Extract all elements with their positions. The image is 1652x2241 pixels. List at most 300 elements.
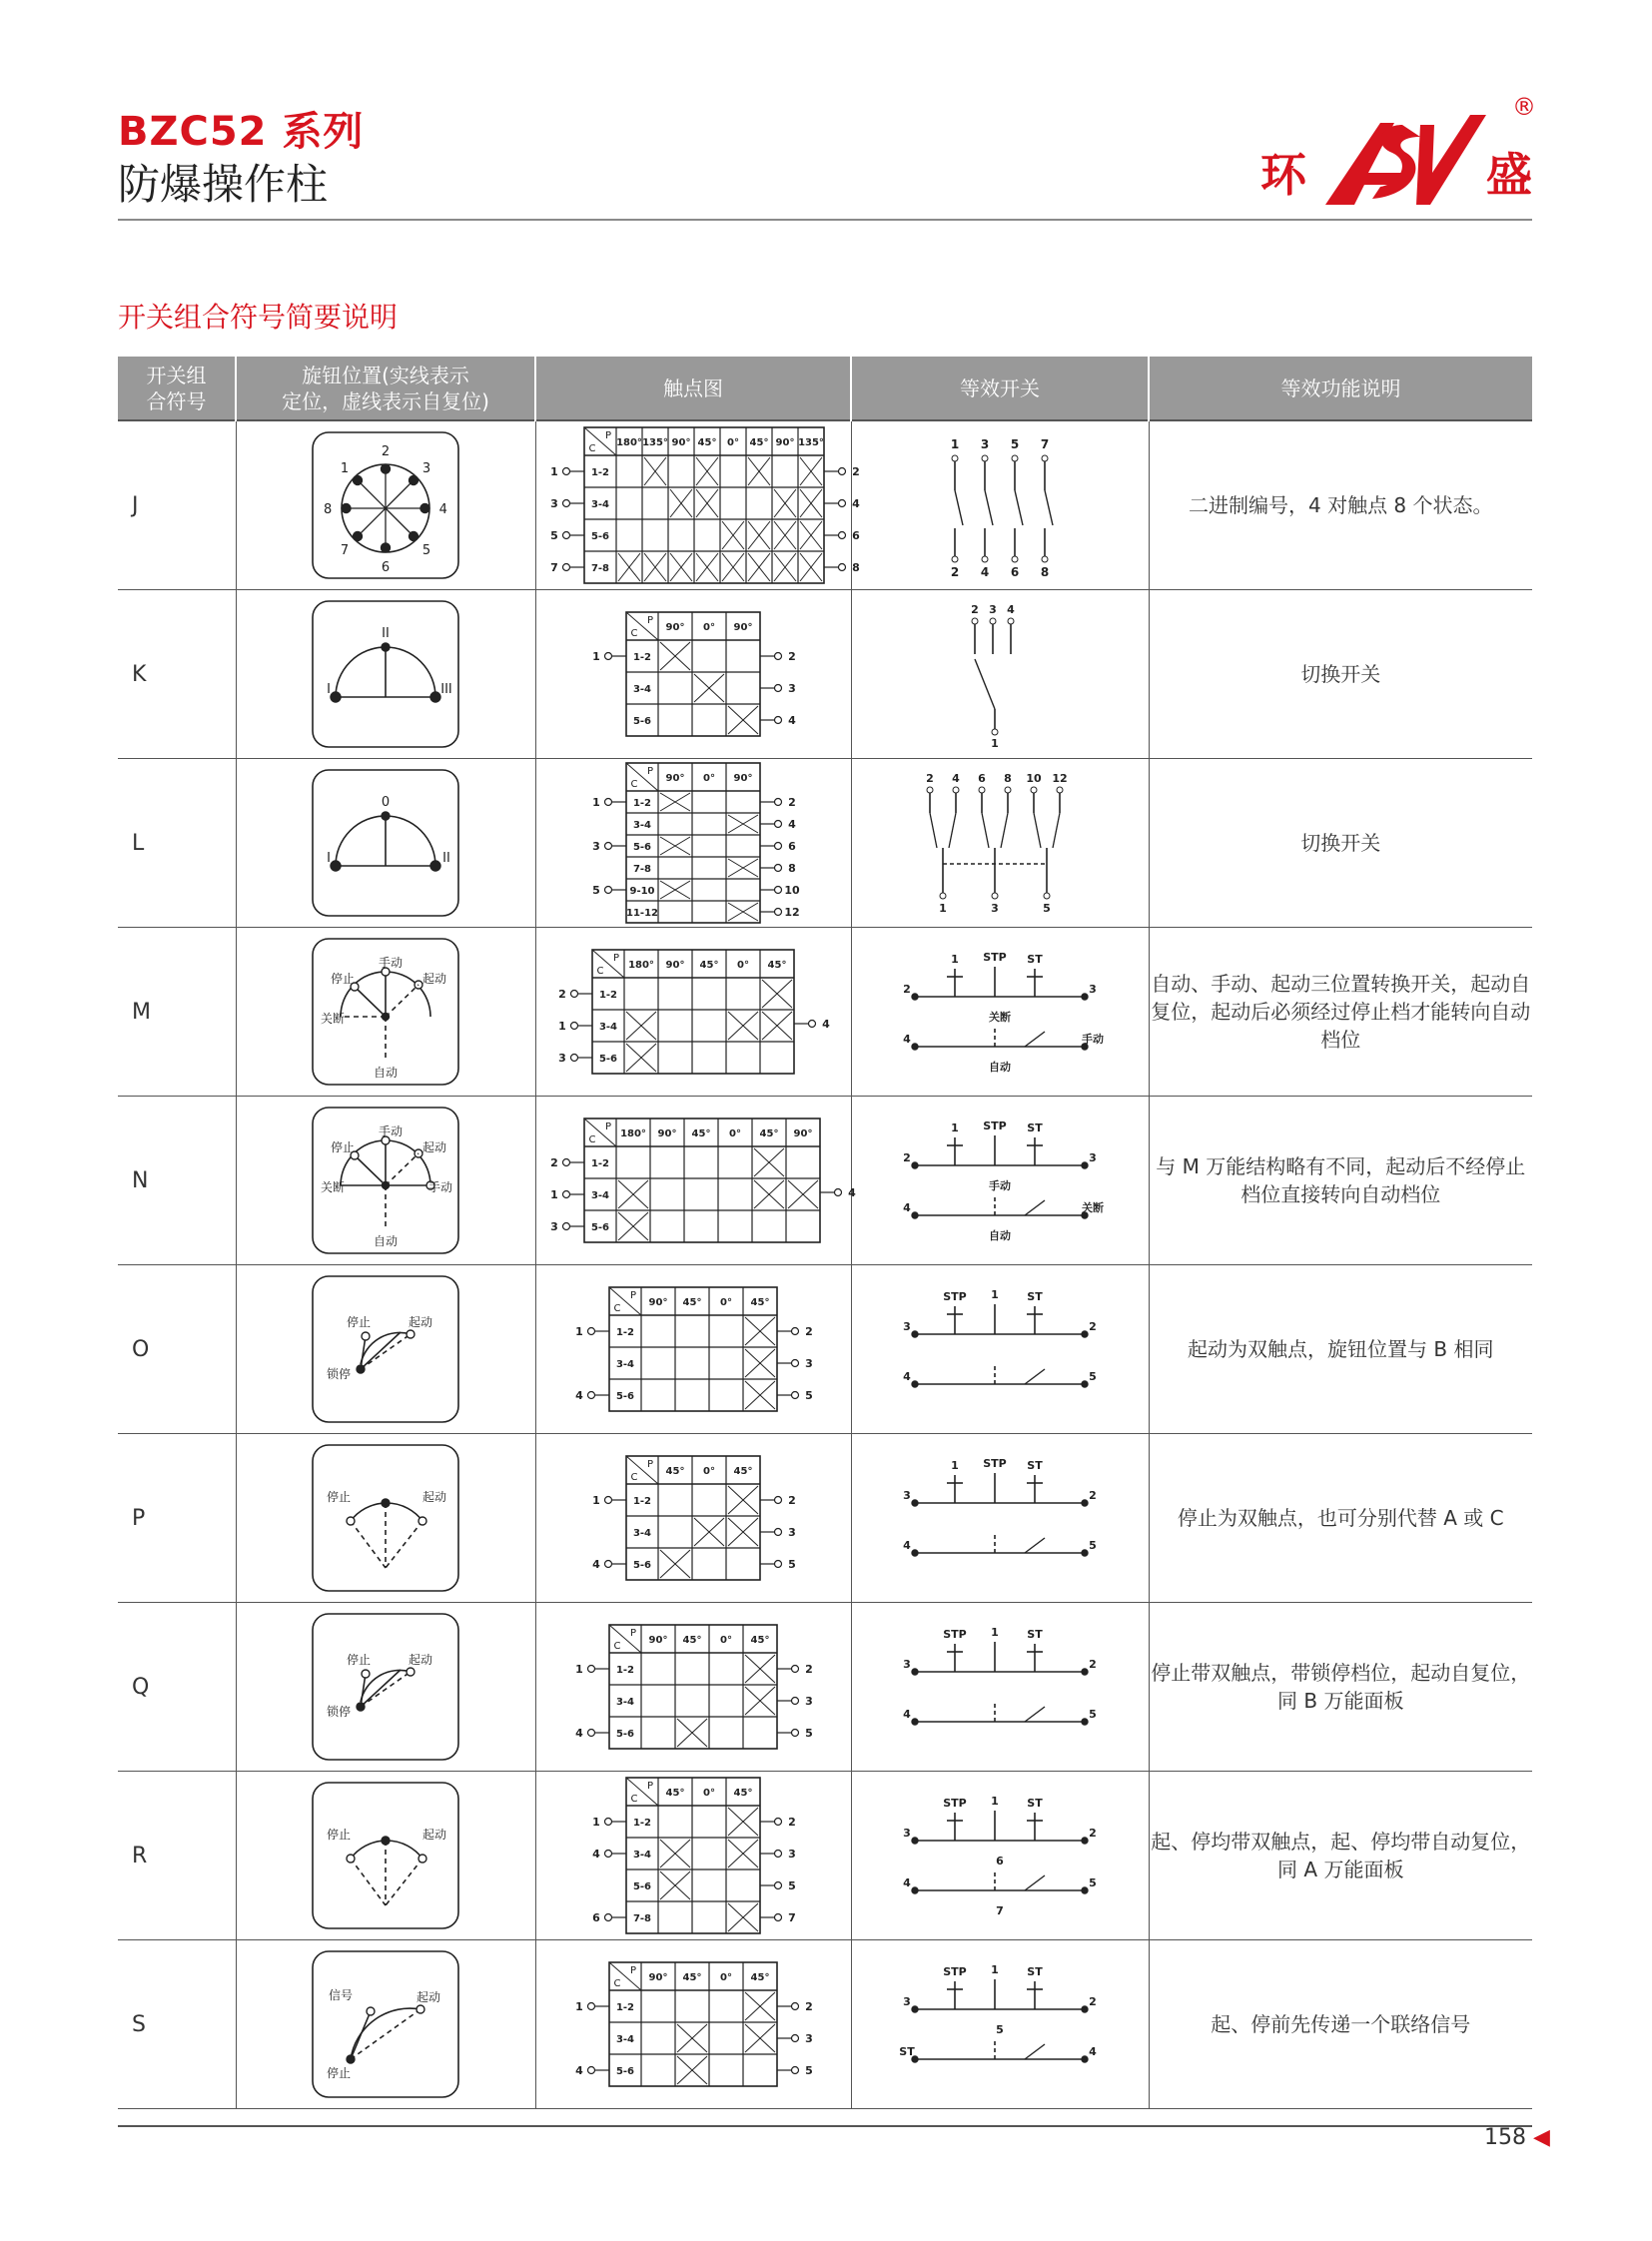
equiv-terminal-bottom: 2 <box>950 565 960 579</box>
table-row <box>118 928 1532 1097</box>
contact-angle-label: 45° <box>733 1788 753 1799</box>
contact-diagram-cell <box>535 1097 856 1265</box>
equiv-label-7: 关断 <box>1082 1201 1104 1214</box>
equiv-label-5: 2 <box>1089 1489 1097 1502</box>
contact-terminal-right: 7 <box>788 1911 796 1924</box>
function-description: 起、停前先传递一个联络信号 <box>1149 1940 1532 2109</box>
knob-diagram <box>311 1274 460 1424</box>
contact-terminal-left: 2 <box>549 1156 558 1169</box>
contact-terminal-right: 5 <box>788 1558 796 1571</box>
knob-label-start: 起动 <box>421 1490 447 1504</box>
equiv-terminal-top: 12 <box>1052 772 1068 785</box>
contact-terminal-right: 4 <box>788 818 796 831</box>
equiv-label-8: 关断 <box>989 1011 1011 1024</box>
logo-char-right: 盛 <box>1486 148 1532 202</box>
knob-position-cell <box>236 1603 535 1772</box>
header-cell-3: 触点图 <box>535 357 851 420</box>
contact-angle-label: 90° <box>793 1128 812 1139</box>
contact-corner-c: C <box>630 1794 638 1805</box>
contact-diagram-cell <box>535 1940 851 2109</box>
contact-diagram-cell <box>535 928 851 1097</box>
contact-corner-c: C <box>630 779 638 790</box>
contact-chart <box>578 1452 808 1584</box>
contact-corner-c: C <box>613 1303 621 1314</box>
equivalent-switch <box>895 430 1105 580</box>
header-cell-4: 等效开关 <box>851 357 1149 420</box>
contact-corner-p: P <box>646 766 654 777</box>
equiv-label-2: STP <box>983 1457 1007 1470</box>
equiv-label-6: 4 <box>903 1876 911 1889</box>
equiv-label-6: 4 <box>903 1708 911 1721</box>
equiv-terminal-top: 3 <box>989 603 997 616</box>
switch-code: L <box>118 759 236 928</box>
table-row <box>118 1097 1532 1265</box>
function-description: 自动、手动、起动三位置转换开关，起动自复位，起动后必须经过停止档才能转向自动档位 <box>1149 928 1532 1097</box>
contact-angle-label: 90° <box>733 773 753 784</box>
equiv-terminal-bottom: 1 <box>939 902 947 915</box>
equiv-label-3: ST <box>1027 1965 1043 1978</box>
knob-label-right: II <box>442 851 450 866</box>
equivalent-switch-cell <box>851 759 1149 928</box>
contact-terminal-left: 5 <box>592 884 600 897</box>
contact-terminal-right: 4 <box>847 1186 856 1199</box>
contact-chart <box>578 608 808 740</box>
equiv-label-3: ST <box>1027 1628 1043 1641</box>
contact-terminal-right: 5 <box>805 2064 813 2077</box>
contact-terminal-right: 5 <box>788 1879 796 1892</box>
equiv-label-4: 2 <box>903 983 911 996</box>
equiv-terminal-top: 4 <box>952 772 960 785</box>
contact-row-label: 1-2 <box>615 2002 635 2013</box>
equiv-terminal-bottom: 3 <box>991 902 999 915</box>
contact-diagram-cell <box>535 1603 851 1772</box>
contact-corner-p: P <box>629 1965 637 1976</box>
knob-position-cell <box>236 1772 535 1940</box>
contact-terminal-right: 12 <box>784 906 800 919</box>
knob-label-right: III <box>440 682 452 697</box>
equivalent-switch-cell <box>851 928 1149 1097</box>
contact-corner-p: P <box>646 1781 654 1792</box>
contact-angle-label: 180° <box>615 437 642 448</box>
contact-terminal-right: 6 <box>851 529 860 542</box>
contact-row-label: 3-4 <box>632 820 652 831</box>
contact-chart <box>561 1621 825 1753</box>
function-description: 起、停均带双触点，起、停均带自动复位，同 A 万能面板 <box>1149 1772 1532 1940</box>
knob-label-stop: 停止 <box>346 1653 372 1667</box>
contact-terminal-left: 1 <box>575 1663 583 1676</box>
equiv-label-5: 2 <box>1089 1827 1097 1840</box>
knob-position-cell <box>236 1434 535 1603</box>
contact-row-label: 5-6 <box>632 1881 652 1892</box>
table-row <box>118 1265 1532 1434</box>
contact-chart <box>578 759 808 927</box>
equiv-label-7: 5 <box>1089 1708 1097 1721</box>
contact-terminal-right: 5 <box>805 1727 813 1740</box>
contact-terminal-right: 5 <box>805 1389 813 1402</box>
contact-terminal-right: 8 <box>851 561 860 574</box>
equiv-label-3: ST <box>1027 953 1043 966</box>
contact-corner-c: C <box>596 966 604 977</box>
knob-label-off: 关断 <box>320 1180 346 1194</box>
equiv-label-3: ST <box>1027 1290 1043 1303</box>
knob-label-stop: 停止 <box>326 1828 352 1842</box>
contact-row-label: 1-2 <box>632 798 652 809</box>
equiv-terminal-top: 3 <box>980 437 990 451</box>
equiv-label-1: STP <box>943 1797 967 1810</box>
equiv-label-7: 5 <box>1089 1370 1097 1383</box>
knob-label-start: 起动 <box>421 972 447 986</box>
contact-angle-label: 90° <box>665 960 685 971</box>
knob-label-7: 7 <box>340 543 350 558</box>
knob-diagram <box>311 1781 460 1930</box>
knob-diagram <box>311 1106 460 1255</box>
contact-chart <box>561 1958 825 2090</box>
contact-terminal-left: 3 <box>549 497 558 510</box>
knob-position-cell <box>236 420 535 590</box>
equiv-terminal-top: 5 <box>1010 437 1020 451</box>
contact-terminal-left: 1 <box>592 1816 600 1829</box>
contact-row-label: 1-2 <box>632 1818 652 1829</box>
switch-code: K <box>118 590 236 759</box>
contact-terminal-right: 3 <box>805 2032 813 2045</box>
contact-terminal-left: 4 <box>592 1848 600 1861</box>
contact-row-label: 1-2 <box>632 1496 652 1507</box>
knob-label-lock: 锁停 <box>326 1705 352 1719</box>
contact-angle-label: 0° <box>728 1128 741 1139</box>
contact-diagram-cell <box>535 590 851 759</box>
function-description: 二进制编号，4 对触点 8 个状态。 <box>1149 420 1532 590</box>
contact-diagram-cell <box>535 1772 851 1940</box>
contact-angle-label: 180° <box>619 1128 646 1139</box>
contact-terminal-right: 6 <box>788 840 796 853</box>
equiv-label-2: STP <box>983 951 1007 964</box>
equiv-terminal-top: 2 <box>926 772 934 785</box>
equiv-label-2: 1 <box>991 1626 999 1639</box>
contact-angle-label: 45° <box>767 960 787 971</box>
equiv-label-1: STP <box>943 1965 967 1978</box>
knob-label-off: 关断 <box>320 1012 346 1026</box>
function-description: 切换开关 <box>1149 759 1532 928</box>
contact-angle-label: 0° <box>703 1466 715 1477</box>
equiv-label-5: 2 <box>1089 1995 1097 2008</box>
knob-label-manual: 手动 <box>378 1124 404 1138</box>
contact-angle-label: 90° <box>648 1635 668 1646</box>
equivalent-switch <box>895 599 1105 749</box>
contact-angle-label: 0° <box>726 437 739 448</box>
equiv-label-9: 7 <box>996 1904 1004 1917</box>
equivalent-switch <box>895 1781 1105 1930</box>
contact-angle-label: 0° <box>703 1788 715 1799</box>
logo-mark <box>1310 95 1500 213</box>
switch-code: O <box>118 1265 236 1434</box>
contact-row-label: 5-6 <box>590 1222 609 1233</box>
contact-angle-label: 90° <box>671 437 690 448</box>
equiv-label-4: 2 <box>903 1151 911 1164</box>
contact-angle-label: 45° <box>691 1128 710 1139</box>
knob-label-auto: 自动 <box>373 1066 399 1080</box>
contact-angle-label: 90° <box>648 1972 668 1983</box>
logo-char-left: 环 <box>1260 148 1306 202</box>
contact-row-label: 5-6 <box>615 1391 635 1402</box>
contact-terminal-right: 3 <box>788 682 796 695</box>
equiv-label-2: STP <box>983 1120 1007 1132</box>
contact-chart <box>561 1283 825 1415</box>
contact-row-label: 5-6 <box>590 531 609 542</box>
contact-row-label: 1-2 <box>615 1665 635 1676</box>
equiv-label-6: ST <box>899 2045 915 2058</box>
series-title: BZC52 系列 <box>118 109 365 155</box>
equiv-terminal-bottom: 5 <box>1043 902 1051 915</box>
equivalent-switch <box>895 1443 1105 1593</box>
contact-angle-label: 45° <box>682 1297 702 1308</box>
contact-corner-c: C <box>613 1641 621 1652</box>
knob-diagram <box>311 1949 460 2099</box>
knob-label-top: II <box>382 626 390 641</box>
contact-row-label: 3-4 <box>632 684 652 695</box>
equiv-label-4: 3 <box>903 1320 911 1333</box>
contact-terminal-right: 2 <box>851 465 860 478</box>
contact-diagram-cell <box>535 1434 851 1603</box>
contact-terminal-left: 5 <box>549 529 558 542</box>
equivalent-switch <box>895 1949 1105 2099</box>
contact-angle-label: 0° <box>737 960 749 971</box>
header-cell-1: 开关组 合符号 <box>118 357 236 420</box>
contact-angle-label: 45° <box>697 437 716 448</box>
knob-diagram <box>311 430 460 580</box>
knob-label-auto: 自动 <box>373 1234 399 1248</box>
header-divider <box>118 219 1532 221</box>
knob-label-5: 5 <box>421 543 431 558</box>
contact-row-label: 3-4 <box>615 1359 635 1370</box>
knob-label-stop: 停止 <box>330 1140 356 1154</box>
knob-label-start: 起动 <box>421 1140 447 1154</box>
contact-angle-label: 45° <box>750 1635 770 1646</box>
equiv-label-2: 1 <box>991 1963 999 1976</box>
contact-diagram-cell <box>535 759 851 928</box>
contact-terminal-left: 4 <box>575 1389 583 1402</box>
knob-label-signal: 信号 <box>328 1988 354 2002</box>
contact-terminal-left: 6 <box>592 1911 600 1924</box>
contact-terminal-right: 4 <box>788 714 796 727</box>
equiv-label-1: 1 <box>951 953 959 966</box>
contact-angle-label: 0° <box>703 773 715 784</box>
equiv-label-9: 自动 <box>989 1061 1011 1074</box>
equiv-label-6: 4 <box>903 1033 911 1046</box>
switch-symbol-table <box>118 357 1532 2109</box>
equiv-label-5: 2 <box>1089 1320 1097 1333</box>
equiv-label-5: 2 <box>1089 1658 1097 1671</box>
contact-row-label: 3-4 <box>632 1850 652 1861</box>
equiv-terminal-top: 4 <box>1007 603 1015 616</box>
equivalent-switch <box>895 1106 1105 1255</box>
contact-row-label: 5-6 <box>632 716 652 727</box>
knob-label-1: 1 <box>340 461 350 476</box>
contact-terminal-right: 3 <box>788 1526 796 1539</box>
switch-code: M <box>118 928 236 1097</box>
contact-row-label: 5-6 <box>632 1560 652 1571</box>
contact-row-label: 1-2 <box>632 652 652 663</box>
equivalent-switch <box>895 937 1105 1087</box>
contact-terminal-left: 1 <box>558 1020 566 1033</box>
equiv-label-1: STP <box>943 1290 967 1303</box>
function-description: 停止带双触点，带锁停档位，起动自复位，同 B 万能面板 <box>1149 1603 1532 1772</box>
equiv-terminal-top: 1 <box>950 437 960 451</box>
contact-row-label: 7-8 <box>590 563 609 574</box>
contact-corner-c: C <box>630 628 638 639</box>
table-row <box>118 759 1532 928</box>
knob-label-6: 6 <box>381 559 391 575</box>
contact-corner-c: C <box>613 1978 621 1989</box>
equivalent-switch-cell <box>851 1097 1149 1265</box>
equiv-label-6: 4 <box>903 1539 911 1552</box>
contact-row-label: 7-8 <box>632 864 652 875</box>
equiv-label-2: 1 <box>991 1795 999 1808</box>
contact-terminal-left: 4 <box>592 1558 600 1571</box>
contact-row-label: 5-6 <box>598 1054 618 1065</box>
contact-row-label: 3-4 <box>598 1022 618 1033</box>
contact-terminal-right: 8 <box>788 862 796 875</box>
switch-code: N <box>118 1097 236 1265</box>
equiv-label-9: 自动 <box>989 1229 1011 1242</box>
contact-corner-p: P <box>612 953 620 964</box>
contact-angle-label: 90° <box>775 437 794 448</box>
equivalent-switch-cell <box>851 1265 1149 1434</box>
function-description: 起动为双触点，旋钮位置与 B 相同 <box>1149 1265 1532 1434</box>
contact-terminal-left: 1 <box>592 650 600 663</box>
contact-terminal-left: 4 <box>575 2064 583 2077</box>
contact-angle-label: 0° <box>703 622 715 633</box>
contact-row-label: 3-4 <box>590 1190 609 1201</box>
contact-angle-label: 45° <box>733 1466 753 1477</box>
footer-divider <box>118 2125 1532 2127</box>
equiv-terminal-top: 7 <box>1040 437 1050 451</box>
contact-terminal-left: 3 <box>549 1220 558 1233</box>
contact-angle-label: 0° <box>720 1972 732 1983</box>
function-description: 切换开关 <box>1149 590 1532 759</box>
contact-corner-p: P <box>646 1459 654 1470</box>
knob-label-top: 0 <box>381 795 391 810</box>
contact-row-label: 7-8 <box>632 1913 652 1924</box>
header-cell-5: 等效功能说明 <box>1149 357 1532 420</box>
table-header-row <box>118 357 1532 420</box>
equiv-label-3: ST <box>1027 1121 1043 1134</box>
equiv-label-7: 5 <box>1089 1539 1097 1552</box>
switch-code: J <box>118 420 236 590</box>
contact-row-label: 3-4 <box>615 2034 635 2045</box>
table-row <box>118 1772 1532 1940</box>
contact-angle-label: 0° <box>720 1635 732 1646</box>
function-description: 停止为双触点，也可分别代替 A 或 C <box>1149 1434 1532 1603</box>
contact-corner-c: C <box>588 1134 595 1145</box>
table-row <box>118 420 1532 590</box>
knob-position-cell <box>236 1097 535 1265</box>
contact-terminal-left: 1 <box>575 1325 583 1338</box>
contact-terminal-left: 3 <box>558 1052 566 1065</box>
equivalent-switch-cell <box>851 1603 1149 1772</box>
contact-corner-p: P <box>604 1121 611 1132</box>
knob-label-start: 起动 <box>408 1315 433 1329</box>
equiv-terminal-bottom: 4 <box>980 565 990 579</box>
knob-label-4: 4 <box>438 502 447 517</box>
contact-terminal-left: 1 <box>575 2000 583 2013</box>
knob-label-left: I <box>327 851 331 866</box>
contact-angle-label: 90° <box>657 1128 676 1139</box>
contact-angle-label: 45° <box>759 1128 778 1139</box>
contact-row-label: 1-2 <box>590 467 609 478</box>
page-number <box>1484 2125 1550 2150</box>
page-arrow-icon: ◀ <box>1533 2125 1550 2150</box>
contact-terminal-left: 1 <box>549 465 558 478</box>
knob-position-cell <box>236 928 535 1097</box>
equiv-label-7: 手动 <box>1082 1033 1104 1046</box>
equiv-label-1: 1 <box>951 1121 959 1134</box>
contact-angle-label: 90° <box>665 773 685 784</box>
knob-label-manual-2: 手动 <box>427 1180 453 1194</box>
equiv-label-4: 3 <box>903 1658 911 1671</box>
equiv-label-6: 4 <box>903 1370 911 1383</box>
contact-angle-label: 0° <box>720 1297 732 1308</box>
knob-label-stop: 停止 <box>330 972 356 986</box>
contact-chart <box>536 1115 868 1246</box>
contact-row-label: 1-2 <box>598 990 618 1001</box>
contact-row-label: 5-6 <box>615 2066 635 2077</box>
equiv-terminal-bottom: 1 <box>991 737 999 749</box>
contact-terminal-right: 2 <box>788 1816 796 1829</box>
equiv-terminal-top: 10 <box>1026 772 1042 785</box>
equiv-label-4: 3 <box>903 1489 911 1502</box>
equiv-label-4: 3 <box>903 1995 911 2008</box>
contact-row-label: 3-4 <box>590 499 609 510</box>
equiv-label-3: ST <box>1027 1797 1043 1810</box>
contact-terminal-right: 3 <box>788 1848 796 1861</box>
contact-terminal-right: 10 <box>784 884 800 897</box>
equiv-label-2: 1 <box>991 1288 999 1301</box>
table-body <box>118 420 1532 2109</box>
equiv-terminal-top: 6 <box>978 772 986 785</box>
contact-row-label: 3-4 <box>615 1697 635 1708</box>
contact-row-label: 5-6 <box>615 1729 635 1740</box>
contact-corner-p: P <box>629 1290 637 1301</box>
contact-row-label: 9-10 <box>629 886 655 897</box>
contact-terminal-left: 7 <box>549 561 558 574</box>
contact-terminal-left: 2 <box>558 988 566 1001</box>
contact-terminal-left: 4 <box>575 1727 583 1740</box>
contact-terminal-left: 3 <box>592 840 600 853</box>
equiv-label-8: 6 <box>996 1855 1004 1868</box>
equiv-label-5: 3 <box>1089 983 1097 996</box>
knob-label-lock: 锁停 <box>326 1367 352 1381</box>
contact-row-label: 5-6 <box>632 842 652 853</box>
contact-terminal-right: 4 <box>851 497 860 510</box>
contact-angle-label: 45° <box>682 1635 702 1646</box>
equiv-label-1: 1 <box>951 1459 959 1472</box>
equiv-label-5: 3 <box>1089 1151 1097 1164</box>
knob-label-manual: 手动 <box>378 956 404 970</box>
knob-label-8: 8 <box>324 502 333 517</box>
equiv-label-6: 4 <box>903 1201 911 1214</box>
equiv-terminal-top: 8 <box>1004 772 1012 785</box>
page-title: 防爆操作柱 <box>118 160 329 209</box>
equivalent-switch-cell <box>851 1772 1149 1940</box>
page-number-text: 158 <box>1484 2125 1526 2150</box>
equivalent-switch-cell <box>851 1434 1149 1603</box>
knob-diagram <box>311 599 460 749</box>
contact-terminal-right: 2 <box>805 1663 813 1676</box>
equivalent-switch <box>895 1612 1105 1762</box>
contact-corner-c: C <box>588 443 595 454</box>
knob-label-stop: 停止 <box>326 1490 352 1504</box>
contact-angle-label: 45° <box>665 1788 685 1799</box>
